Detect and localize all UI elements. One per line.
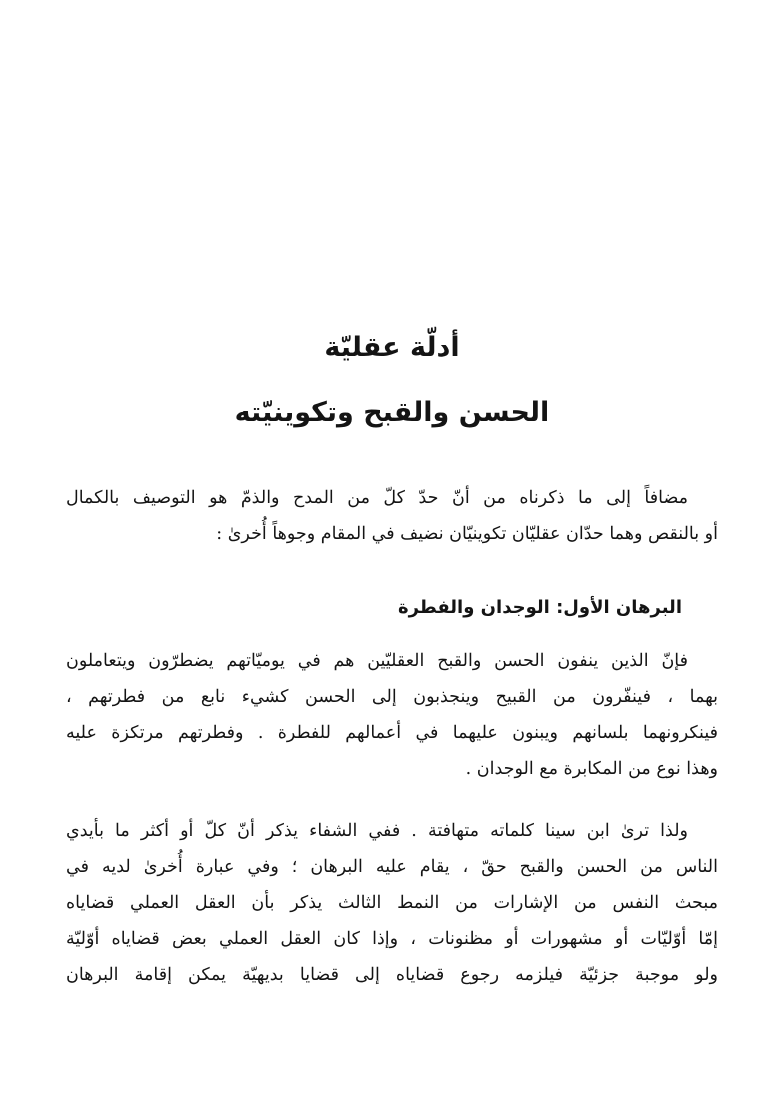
paragraph-line: فينكرونهما بلسانهم ويبنون عليهما في أعمالهم للفطرة . وفطرتهم مرتكزة عليه <box>66 723 718 743</box>
page-subtitle: الحسن والقبح وتكوينيّته <box>234 397 550 428</box>
intro-paragraph <box>66 480 718 552</box>
intro-line: أو بالنقص وهما حدّان عقليّان تكوينيّان نضيف في المقام وجوهاً أُخرىٰ : <box>216 524 718 544</box>
paragraph-1 <box>66 643 718 787</box>
paragraph-line: الناس من الحسن والقبح حقّ ، يقام عليه البرهان ؛ وفي عبارة أُخرىٰ لديه في <box>66 857 718 877</box>
paragraph-line: مبحث النفس من الإشارات من النمط الثالث يذكر بأن العقل العملي قضاياه <box>66 893 718 913</box>
paragraph-line: فإنّ الذين ينفون الحسن والقبح العقليّين هم في يوميّاتهم يضطرّون ويتعاملون <box>66 651 688 671</box>
paragraph-line: ولو موجبة جزئيّة فيلزمه رجوع قضاياه إلى قضايا بديهيّة يمكن إقامة البرهان <box>66 965 718 985</box>
paragraph-line: إمّا أوّليّات أو مشهورات أو مظنونات ، وإذا كان العقل العملي بعض قضاياه أوّليّة <box>66 929 718 949</box>
intro-line: مضافاً إلى ما ذكرناه من أنّ حدّ كلّ من المدح والذمّ هو التوصيف بالكمال <box>66 488 688 508</box>
paragraph-line: ولذا ترىٰ ابن سينا كلماته متهافتة . ففي الشفاء يذكر أنّ كلّ أو أكثر ما بأيدي <box>66 821 688 841</box>
page-title: أدلّة عقليّة <box>324 332 460 363</box>
paragraph-2 <box>66 813 718 993</box>
section-title: البرهان الأول: الوجدان والفطرة <box>397 597 682 618</box>
paragraph-line: وهذا نوع من المكابرة مع الوجدان . <box>465 759 718 779</box>
paragraph-line: بهما ، فينفّرون من القبيح وينجذبون إلى الحسن كشيء نابع من فطرتهم ، <box>66 687 718 707</box>
